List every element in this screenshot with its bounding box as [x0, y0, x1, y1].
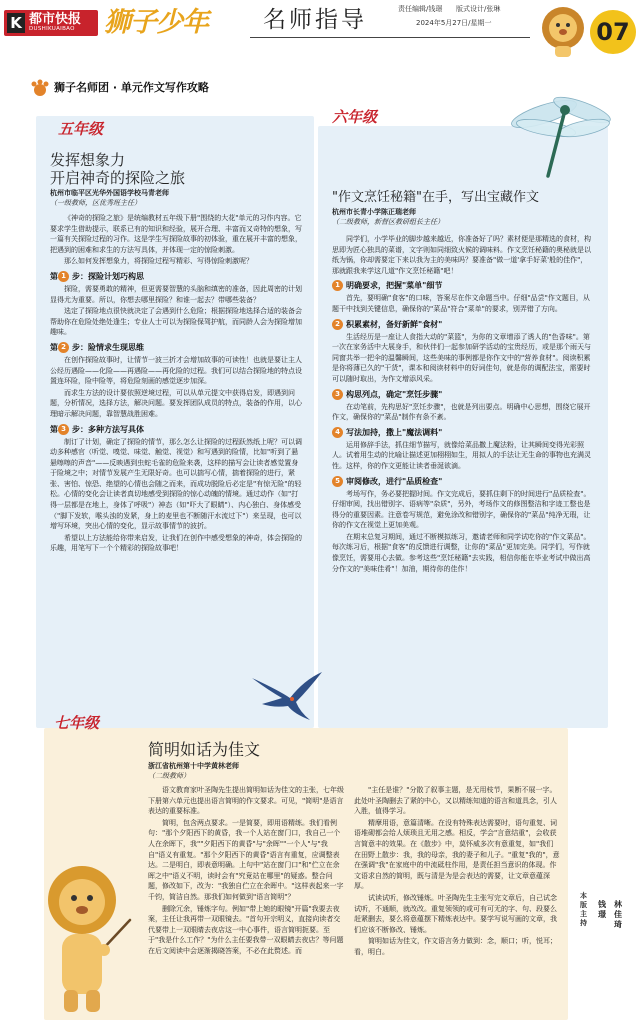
logo-block	[4, 10, 98, 36]
header-rule	[250, 37, 530, 38]
grade7-para: 简明，包含两点要求。一是简要，即用语精练。我们看例句："那个夕阳西下的黄昏，我一个人站在窗门口，我自己一个人在余晖下，我""夕阳西下的黄昏"与"余晖""一个人"与"我自"语义有重复。"那个夕阳西下的黄昏"语言有重复，应调整表达。二是明白，即表意明确。上句中"站在窗门口"和"伫立在余晖之中"语义不明，读时会有"究竟站在哪里"的疑惑。整合问题，修改如下，改为："我独自伫立在余晖中。"这样表起来一字千钧，简洁自然。那我们如何做到"语言简明"？	[148, 818, 344, 901]
brand-art-title: 狮子少年	[104, 7, 208, 38]
grade6-title: "作文烹饪秘籍"在手，写出宝藏作文	[332, 190, 539, 205]
lion-mascot-header-icon	[538, 4, 588, 58]
grade6-tip-heading	[332, 280, 594, 291]
grade5-step-para: 希望以上方法能给你带来启发，让我们在创作中感受想象的神奇，体会探险的乐趣，用笔写下一个个精彩的探险故事吧！	[50, 533, 302, 553]
tip-number-badge: 2	[332, 319, 343, 330]
step-title: 步：探险计划巧构思	[72, 271, 144, 281]
grade6-body	[332, 234, 594, 575]
grade5-step-para: 制订了计划，确定了探险的情节，那么怎么让探险的过程跃然纸上呢？可以调动多种感官（听觉、嗅觉、味觉、触觉、视觉）和写遇到的险情，比如"听到了悬悬嚓嚓的声音"——反映遇到虫蛇毛雀的危险来袭，这样的描写会让读者感觉置身于险境之中；对情节发展产生无限好奇。也可以揣写心情，揣着探险的进行，紧张、害怕、惊恐、绝望的心情也会随之而来，而成功脱险后必定是"有惊无险"的轻松。心情的变化会让读者真切地感受到探险的惊心动魄的情境。通过动作（如"打得一层都是在地上，身体了呼吸"）神态（如"吓大了眼睛"）、内心独白、身体感受（"脚下发软，喉头浊的发紧，身上的麦里也不断随汗水流过下"）来呈现，也可以增写环境，突出心情的变化，显示故事情节的波折。	[50, 437, 302, 531]
grade6-tip-para: 生活经历是一座让人食指大动的"菜篮"，为你的文章增添了诱人的"色香味"。第一次在家务活中大展身手，和伙伴们一起参加研学活动的宝贵经历，或是那个雨天与同窗共举一把伞的温馨瞬间，这些美味的事例都是你作文中的"营养食材"。阅读积累是你将薄已久的"干货"，课本和阅读材料中的好词佳句，就是你的调配法宝，需要时可以随时取出，为作文增添风采。	[332, 332, 591, 383]
grade7-para: 简明如话为佳文，作文语言务力做到：念，顺口；听，悦耳；看，明白。	[354, 937, 557, 956]
column-banner	[54, 80, 209, 96]
tip-title: 明确要求，把握"菜单"细节	[346, 281, 443, 291]
grade7-para: 删除冗余，锤炼字句。例如"带上她的眼镜"开篇"我要去夜案，主任让我再带一双眼镜去。"首句开宗明义，直接向读者交代要带上一双眼睛去夜店这一中心事件，语言简明扼要。至于"我是什么工作？"为什么主任要我带一双眼睛去夜店？等问题在后文阅读中会逐渐揭晓答案，不必在此赘述。而	[148, 904, 344, 955]
tip-title: 审阅修改，进行"品质检查"	[346, 476, 443, 486]
grade6-author-note: （二级教师，新督区教研组长主任）	[332, 218, 444, 226]
grade5-step-para: 探险，需要勇敢的精神，但更需要智慧的头脑和缜密的准备，因此周密的计划显得尤为重要。所以，你想去哪里探险？和谁一起去？带哪些装备？	[50, 284, 302, 304]
page-number: 07	[596, 18, 630, 46]
step-prefix: 第	[50, 271, 58, 281]
grade7-tag: 七年级	[54, 714, 100, 732]
logo-chinese: 都市快报	[29, 12, 82, 27]
grade5-step-para: 而求生方法的设计要依照逆境过程，可以从单元提文中获得启发，即遇到问题，分析情况，选择方法，解决问题。要发挥团队成员的特点，装备的作用，以心理暗示解决问题，靠智慧战胜困难。	[50, 388, 302, 418]
step-prefix: 第	[50, 342, 58, 352]
tip-title: 构思列点，确定"烹饪步骤"	[346, 389, 443, 399]
tip-title: 写法加持，撒上"魔法调料"	[346, 427, 443, 437]
tip-number-badge: 1	[332, 280, 343, 291]
grade6-author: 杭州市长青小学陈正瑞老师	[332, 208, 416, 216]
grade7-para: "主任是谁？"分散了叙事主题，是无用枝节，果断不展一字。此处叶圣陶删去了紧的中心，又以精练知道的语言和道具念，引人入胜，值得学习。	[354, 786, 557, 816]
lion-paw-icon	[30, 79, 50, 97]
designer-credit: 版式设计/张琳	[456, 5, 501, 13]
grade6-tip-para: 首先，要明确"食客"的口味，答案尽在作文命题当中。仔细"品尝"作文题目，从题干中找到关键信息，确保你的"菜品"符合"菜单"的要求，别弄错了方向。	[332, 294, 590, 313]
dragonfly-illustration-icon	[506, 84, 614, 180]
swallow-bird-icon	[248, 668, 326, 724]
editor-credit: 责任编辑/钱璟	[398, 5, 443, 13]
step-prefix: 第	[50, 424, 58, 434]
grade6-tag: 六年级	[332, 108, 378, 126]
grade6-tip-para: 考场写作，务必要把握时间。作文完成后，要抓住剩下的时间进行"品质检查"。仔细审阅，找出错别字、语病等"杂质"，另外，考场作文的修图整洁和字迹工整也是得分的重要因素。注意卷写规范，避免涂改和错别字，确保你的"菜品"纯净无瑕，让你的作文在视觉上更加美观。	[332, 489, 591, 530]
grade6-panel	[318, 108, 608, 728]
grade7-author-note: （二级教师）	[148, 772, 190, 780]
step-number-badge: 3	[58, 424, 69, 435]
grade5-panel	[36, 116, 314, 728]
grade5-step-heading	[50, 271, 302, 282]
grade7-para: 精摩用语，意篇清晰。在没有特殊表达需要时，语句重复、词语堆砌都会给人烦琐且无用之感。相反，学会"言意结重"，会收获言简意丰的效果。在《散步》中，莫怀威多次有意重复，如"我们在田野上散步：我，我的母亲，我的妻子和儿子。"重复"我的"，意在强调"我"在家庭中的中流砥柱作用，是责任担当意识的体现。作文语求自然的简明，既与清是为是会表达的需要，让文章意蕴深厚。	[354, 818, 560, 891]
grade7-col2	[354, 785, 560, 959]
grade7-col1	[148, 785, 344, 958]
step-number-badge: 1	[58, 271, 69, 282]
grade5-title-line2: 开启神奇的探险之旅	[50, 169, 186, 187]
grade5-step-para: 在创作探险故事时，让情节一波三折才会增加故事的可读性！也就是要让主人公经历遇险——化险——再遇险——再化险的过程。我们可以结合探险地的特点设置连环险，险中险等，将危险刻画的感觉逐步加深。	[50, 355, 302, 386]
grade6-tip-heading	[332, 319, 594, 330]
grade6-tip-heading	[332, 476, 594, 487]
step-number-badge: 2	[58, 342, 69, 353]
grade5-step-para: 选定了探险地点很快就决定了会遇到什么危险；根据探险地选择合适的装备会帮助你在危险处绝处逢生；专业人士可以为探险保驾护航，而同龄人会为探险增加趣味。	[50, 307, 302, 337]
grade5-step-heading	[50, 342, 302, 353]
grade7-title: 简明如话为佳文	[148, 740, 261, 759]
grade5-author: 杭州市临平区光华外国语学校马青老师	[50, 189, 169, 197]
step-title: 步：多种方法写具体	[72, 424, 144, 434]
hosts-label: 本版主持	[580, 892, 587, 927]
grade7-para: 试读试听，修改锤炼。叶圣陶先生主张写完文章后，自己试念试听，不通顺，就改改。重复领领的或可有可无的字、句、段要么赶紧删去，要么将意蕴摆下精炼表达中。要学写说写画的文章，我们应该不断修改、锤炼。	[354, 893, 557, 934]
grade5-author-note: （一级教师，区优秀班主任）	[50, 199, 141, 207]
grade6-tip-heading	[332, 427, 594, 438]
grade6-tip-para: 运用修辞手法，抓住细节描写，就像给菜品撒上魔法粉，让其瞬间变得光彩照人。试着用生动的比喻让描述更加栩栩如生，用拟人的手法让无生命的事物也充满灵性。这样，你的作文更能让读者垂涎欲滴。	[332, 440, 591, 470]
grade6-intro-para: 同学们，小学毕业的脚步越来越近，你准备好了吗？素材便是那精选的食材，构思即为匠心独具的菜谱，文字则如同细致火候的调味料。作文烹饪秘籍的奥秘就是以纸为锅，你却需要定下来以我为主的美味吗？要准备"做一道'拿手好菜'般的佳作"，那就跟我来学这几道"作文烹饪秘籍"吧！	[332, 235, 591, 275]
grade6-tip-para: 在期末总复习期间，通过不断模拟练习，邀请老师和同学试吃你的"作文菜品"。每次练习后，根据"食客"的反馈进行调整，让你的"菜品"更加完美。同学们，写作就像烹饪，需要用心去做。参考这些"烹饪秘籍"去实践，相信你能在毕业考试中做出高分作文的"美味佳肴"！加油，期待你的佳作！	[332, 532, 591, 573]
grade7-author: 浙江省杭州第十中学黄林老师	[148, 762, 239, 770]
grade5-intro-para: 那么如何发挥想象力，将探险过程写精彩、写得惊险刺激呢？	[64, 257, 253, 266]
host-name-2: 林佳琦	[614, 900, 622, 929]
step-title: 步：险情求生现思维	[72, 342, 144, 352]
issue-date: 2024年5月27日/星期一	[416, 19, 492, 27]
tip-number-badge: 5	[332, 476, 343, 487]
section-title: 名师指导	[263, 7, 367, 33]
tip-number-badge: 3	[332, 389, 343, 400]
grade5-intro-para: 《神奇的探险之旅》是统编教材五年级下册"围绕的大花"单元的习作内容。它要求学生借助提示，联系已有的知识和经验，展开合理、丰富而又奇特的想象，写一篇有关探险过程的习作。这是学生写探险故事的初体验，重在展开丰富的想象，把遇到的困难和求生的方法写具体，并体现一定的惊险刺激。	[50, 214, 302, 254]
masthead	[0, 0, 644, 62]
host-name-1: 钱璟	[598, 900, 606, 919]
lion-teacher-illustration-icon	[34, 858, 134, 1018]
tip-number-badge: 4	[332, 427, 343, 438]
grade5-tag: 五年级	[58, 120, 104, 138]
logo-english: DUSHIKUAIBAO	[29, 26, 75, 32]
page-number-badge	[590, 10, 636, 54]
tip-title: 积累素材，备好新鲜"食材"	[346, 319, 443, 329]
grade5-step-heading	[50, 424, 302, 435]
logo-k-mark: K	[7, 13, 25, 33]
column-banner-title: 狮子名师团 · 单元作文写作攻略	[54, 81, 209, 94]
hosts-sidebar	[580, 892, 636, 1018]
grade5-title-line1: 发挥想象力	[50, 151, 126, 169]
grade7-para: 语文教育家叶圣陶先生提出简明如话为佳文的主张，七年级下册第六单元也提出语言简明的作文要求。可见，"简明"是语言表达的重要标准。	[148, 786, 344, 816]
grade6-tip-para: 在动笔前，先构思好"烹饪步骤"，也就是列出要点。明确中心思想，围绕它展开作文，确保你的"菜品"制作有条不紊。	[332, 402, 591, 422]
grade5-body	[50, 213, 302, 555]
grade6-tip-heading	[332, 389, 594, 400]
